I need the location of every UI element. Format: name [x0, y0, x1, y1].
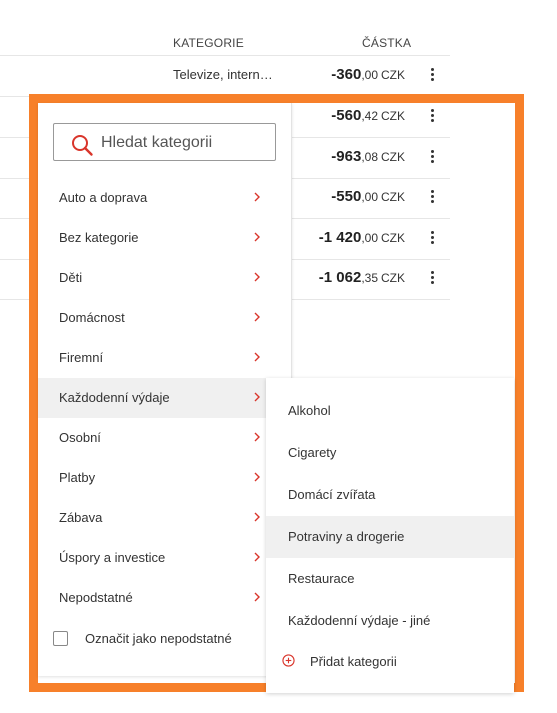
row-amount: -1 420,00 CZK [318, 229, 405, 246]
chevron-right-icon [252, 271, 262, 283]
mark-nonessential-checkbox[interactable] [53, 631, 68, 646]
row-amount: -560,42 CZK [331, 107, 405, 124]
row-amount: -963,08 CZK [331, 148, 405, 165]
subcategory-item-restaurace[interactable] [266, 558, 514, 600]
category-item-firemni[interactable] [38, 338, 292, 378]
category-label: Platby [59, 470, 96, 485]
table-header [0, 30, 450, 56]
subcategory-menu [266, 378, 514, 693]
category-item-auto-a-doprava[interactable] [38, 178, 292, 218]
category-label: Bez kategorie [59, 230, 139, 245]
category-item-nepodstatne[interactable] [38, 578, 292, 618]
chevron-right-icon [252, 431, 262, 443]
subcategory-item-kazdodenni-vydaje-jine[interactable] [266, 600, 514, 642]
subcategory-label: Každodenní výdaje - jiné [288, 613, 431, 628]
chevron-right-icon [252, 551, 262, 563]
subcategory-item-alkohol[interactable] [266, 390, 514, 432]
row-amount: -550,00 CZK [331, 188, 405, 205]
subcategory-item-cigarety[interactable] [266, 432, 514, 474]
subcategory-label: Restaurace [288, 571, 355, 586]
subcategory-item-domaci-zvirata[interactable] [266, 474, 514, 516]
category-item-bez-kategorie[interactable] [38, 218, 292, 258]
category-label: Zábava [59, 510, 103, 525]
category-label: Firemní [59, 350, 104, 365]
category-label: Domácnost [59, 310, 125, 325]
category-label: Nepodstatné [59, 590, 133, 605]
category-dropdown [38, 103, 292, 676]
subcategory-item-potraviny-a-drogerie[interactable] [266, 516, 514, 558]
category-item-domacnost[interactable] [38, 298, 292, 338]
category-item-osobni[interactable] [38, 418, 292, 458]
row-amount: -360,00 CZK [331, 66, 405, 83]
column-header-category: KATEGORIE [173, 36, 244, 50]
table-row[interactable] [0, 56, 450, 97]
chevron-right-icon [252, 351, 262, 363]
category-item-kazdodenni-vydaje[interactable] [38, 378, 292, 418]
subcategory-label: Domácí zvířata [288, 487, 376, 502]
chevron-right-icon [252, 191, 262, 203]
category-item-zabava[interactable] [38, 498, 292, 538]
add-category-label: Přidat kategorii [310, 654, 397, 669]
row-category[interactable]: Televize, intern… [173, 67, 273, 82]
chevron-right-icon [252, 311, 262, 323]
mark-nonessential-row[interactable] [38, 623, 292, 655]
category-label: Úspory a investice [59, 550, 166, 565]
chevron-right-icon [252, 511, 262, 523]
subcategory-label: Cigarety [288, 445, 337, 460]
mark-nonessential-label[interactable]: Označit jako nepodstatné [85, 631, 232, 646]
column-header-amount: ČÁSTKA [362, 36, 412, 50]
category-label: Každodenní výdaje [59, 390, 170, 405]
chevron-right-icon [252, 231, 262, 243]
chevron-right-icon [252, 391, 262, 403]
chevron-right-icon [252, 591, 262, 603]
more-options-icon[interactable] [431, 68, 435, 82]
chevron-right-icon [252, 471, 262, 483]
plus-circle-icon [282, 654, 295, 667]
category-label: Auto a doprava [59, 190, 148, 205]
category-item-platby[interactable] [38, 458, 292, 498]
search-icon [70, 133, 94, 157]
add-category-button[interactable] [266, 644, 514, 680]
category-label: Osobní [59, 430, 101, 445]
category-search[interactable] [53, 123, 276, 161]
row-amount: -1 062,35 CZK [318, 269, 405, 286]
search-input[interactable] [101, 131, 271, 155]
subcategory-label: Potraviny a drogerie [288, 529, 405, 544]
subcategory-label: Alkohol [288, 403, 331, 418]
category-label: Děti [59, 270, 83, 285]
category-item-uspory-a-investice[interactable] [38, 538, 292, 578]
category-item-deti[interactable] [38, 258, 292, 298]
